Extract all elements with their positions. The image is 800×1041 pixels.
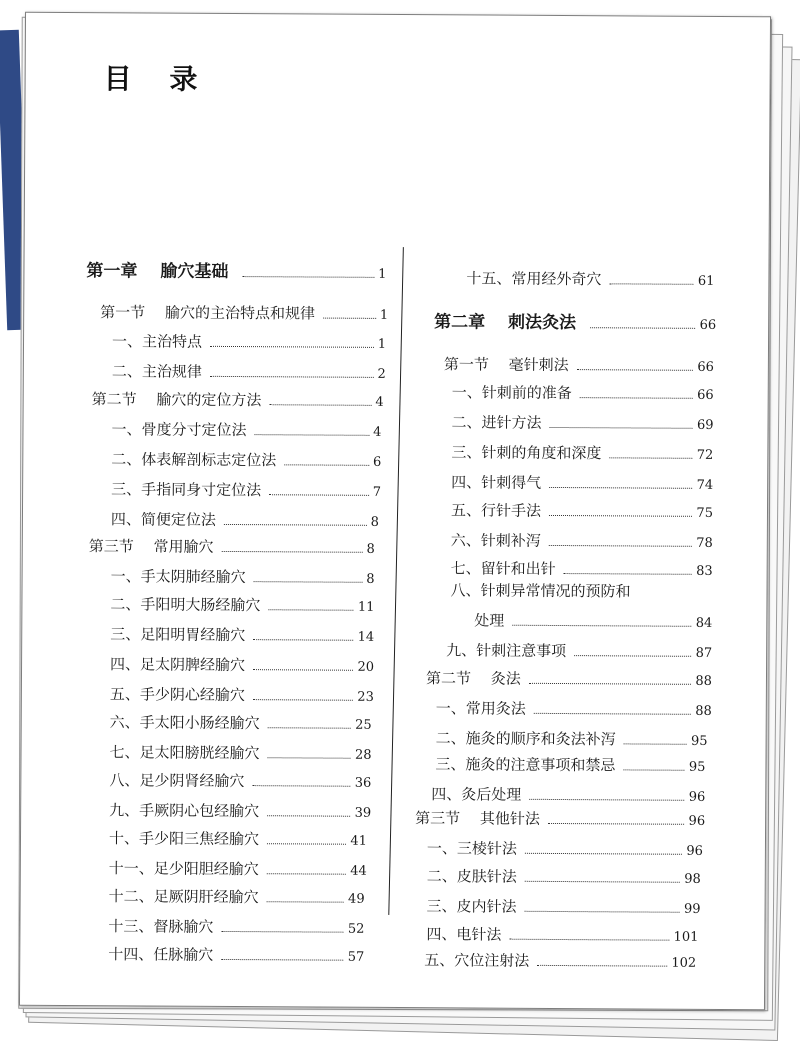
toc-item-entry (109, 827, 367, 850)
toc-entry-label: 十五、常用经外奇穴 (466, 269, 602, 289)
toc-item-entry (110, 683, 374, 706)
toc-entry-label: 九、手厥阴心包经腧穴 (109, 801, 260, 821)
dot-leader (529, 799, 684, 801)
dot-leader (509, 939, 669, 941)
toc-item-entry (451, 499, 713, 522)
toc-entry-label: 八、足少阴肾经腧穴 (109, 771, 245, 791)
toc-right-column (415, 245, 717, 971)
toc-item-entry (451, 471, 713, 494)
toc-item-entry (112, 330, 386, 353)
toc-item-entry (110, 623, 374, 646)
toc-entry-label: 第一节 腧穴的主治特点和规律 (100, 303, 316, 323)
toc-entry-page-number: 61 (697, 273, 715, 289)
toc-entry-label: 四、灸后处理 (431, 785, 522, 804)
toc-entry-page-number: 87 (695, 645, 713, 661)
dot-leader (210, 346, 374, 348)
dot-leader (525, 853, 682, 855)
toc-item-entry (111, 418, 381, 441)
toc-entry-page-number: 1 (377, 336, 387, 352)
toc-entry-page-number: 25 (355, 717, 372, 733)
dot-leader (548, 823, 685, 825)
dot-leader (580, 397, 693, 399)
toc-entry-label: 八、针刺异常情况的预防和 (450, 581, 631, 601)
toc-entry-page-number: 96 (688, 789, 706, 805)
toc-item-entry (111, 478, 381, 501)
toc-entry-page-number: 8 (370, 514, 379, 530)
toc-entry-page-number: 66 (697, 387, 714, 403)
toc-entry-label: 七、足太阳膀胱经腧穴 (109, 743, 260, 763)
toc-entry-label: 三、针刺的角度和深度 (451, 443, 602, 463)
dot-leader (242, 276, 374, 278)
dot-leader (269, 404, 371, 406)
dot-leader (590, 327, 696, 329)
toc-entry-label: 三、手指同身寸定位法 (111, 480, 262, 500)
toc-section-entry (89, 535, 375, 558)
toc-entry-page-number: 36 (354, 775, 372, 791)
toc-entry-label: 第二章 刺法灸法 (434, 312, 577, 334)
toc-entry-page-number: 66 (697, 359, 714, 375)
toc-entry-page-number: 52 (347, 921, 365, 937)
toc-entry-label: 一、三棱针法 (426, 839, 518, 858)
toc-entry-page-number: 8 (366, 571, 375, 587)
dot-leader (253, 699, 353, 701)
toc-entry-page-number: 99 (683, 901, 701, 917)
dot-leader (224, 524, 367, 526)
toc-entry-label: 二、皮肤针法 (426, 867, 517, 886)
dot-leader (269, 494, 369, 496)
toc-item-entry (431, 783, 705, 806)
toc-entry-page-number: 41 (350, 833, 368, 849)
toc-entry-page-number: 57 (347, 949, 365, 965)
toc-entry-page-number: 96 (688, 813, 706, 829)
dot-leader (609, 457, 692, 459)
toc-entry-page-number: 66 (699, 317, 717, 333)
toc-entry-label: 第三节 其他针法 (415, 809, 540, 828)
dot-leader (525, 911, 680, 913)
toc-item-entry (109, 857, 367, 880)
toc-entry-label: 四、电针法 (426, 925, 502, 944)
toc-section-entry (415, 807, 705, 830)
toc-entry-page-number: 7 (372, 484, 382, 500)
toc-entry-page-number: 28 (354, 747, 372, 763)
toc-item-entry (110, 653, 374, 676)
dot-leader (268, 727, 351, 729)
toc-section-entry (426, 667, 712, 690)
dot-leader (550, 427, 693, 429)
toc-entry-page-number: 1 (378, 266, 387, 282)
dot-leader (525, 881, 680, 883)
toc-entry-page-number: 95 (691, 733, 708, 749)
toc-item-entry (427, 837, 703, 860)
dot-leader (549, 487, 692, 489)
toc-item-entry (108, 943, 364, 966)
dot-leader (221, 931, 343, 933)
toc-section-entry (92, 388, 384, 411)
toc-entry-page-number: 44 (350, 863, 367, 879)
toc-entry-page-number: 84 (695, 615, 713, 631)
toc-entry-label: 一、骨度分寸定位法 (111, 420, 247, 440)
dot-leader (267, 843, 346, 844)
toc-entry-label: 三、施灸的注意事项和禁忌 (435, 755, 616, 775)
dot-leader (534, 713, 691, 715)
toc-entry-label: 十三、督脉腧穴 (108, 917, 214, 936)
dot-leader (221, 959, 343, 961)
toc-item-entry (446, 639, 712, 662)
toc-entry-label: 一、主治特点 (111, 332, 203, 351)
toc-entry-label: 十二、足厥阴肝经腧穴 (108, 887, 259, 907)
toc-item-entry (111, 508, 379, 531)
toc-entry-label: 十、手少阳三焦经腧穴 (108, 829, 260, 849)
toc-entry-page-number: 11 (357, 599, 375, 615)
toc-entry-label: 五、行针手法 (450, 501, 542, 520)
toc-entry-label: 四、简便定位法 (110, 510, 217, 529)
toc-entry-label: 一、针刺前的准备 (451, 383, 572, 403)
page-title: 目 录 (103, 62, 212, 96)
dot-leader (623, 769, 684, 770)
dot-leader (577, 369, 694, 371)
toc-entry-page-number: 69 (696, 417, 714, 433)
column-divider (388, 247, 404, 915)
toc-item-entry (451, 441, 713, 464)
toc-entry-page-number: 83 (696, 563, 713, 579)
toc-entry-label: 第二节 腧穴的定位方法 (91, 390, 262, 410)
toc-entry-page-number: 102 (671, 955, 697, 971)
toc-entry-label: 处理 (474, 611, 505, 630)
dot-leader (253, 669, 353, 671)
toc-entry-page-number: 96 (686, 843, 703, 859)
toc-item-entry (109, 741, 371, 764)
toc-item-entry (110, 711, 372, 734)
toc-entry-label: 第一章 腧穴基础 (86, 261, 229, 282)
dot-leader (574, 655, 691, 657)
toc-left-column (86, 243, 389, 965)
toc-entry-page-number: 74 (696, 477, 714, 493)
dot-leader (537, 965, 667, 967)
toc-entry-label: 十一、足少阳胆经腧穴 (108, 859, 259, 879)
toc-item-entry (435, 753, 705, 776)
toc-section-entry (100, 301, 388, 324)
dot-leader (549, 515, 692, 517)
toc-item-entry (110, 593, 374, 616)
toc-entry-page-number: 75 (696, 505, 714, 521)
toc-chapter-entry (86, 256, 386, 283)
toc-entry-page-number: 1 (379, 307, 389, 323)
toc-entry-page-number: 4 (375, 394, 384, 410)
toc-entry-page-number: 95 (688, 759, 706, 775)
toc-item-entry (111, 448, 381, 471)
toc-entry-page-number: 49 (348, 891, 365, 907)
toc-entry-label: 第一节 毫针刺法 (443, 355, 569, 375)
toc-entry-page-number: 98 (684, 871, 701, 887)
toc-entry-label: 一、手太阴肺经腧穴 (110, 567, 246, 587)
toc-item-entry (474, 609, 712, 631)
toc-item-entry (451, 557, 713, 580)
toc-item-entry (424, 949, 696, 972)
dot-leader (253, 639, 353, 641)
toc-entry-label: 四、足太阴脾经腧穴 (110, 655, 246, 675)
toc-entry-label: 五、手少阴心经腧穴 (109, 685, 245, 705)
dot-leader (267, 815, 350, 817)
toc-entry-page-number: 23 (357, 689, 374, 705)
toc-entry-label: 二、主治规律 (111, 362, 202, 381)
toc-item-entry (427, 895, 701, 918)
dot-leader (549, 545, 692, 547)
toc-entry-label: 十四、任脉腧穴 (108, 945, 214, 964)
dot-leader (252, 785, 350, 787)
toc-item-entry (436, 697, 712, 720)
toc-item-entry (427, 865, 701, 888)
dot-leader (284, 464, 369, 466)
toc-item-entry (452, 381, 714, 404)
dot-leader (512, 625, 691, 627)
toc-entry-label: 六、手太阳小肠经腧穴 (109, 713, 260, 733)
toc-entry-page-number: 78 (696, 535, 713, 551)
toc-item-entry (466, 267, 714, 290)
toc-entry-label: 九、针刺注意事项 (446, 641, 567, 661)
dot-leader (529, 683, 692, 685)
dot-leader (254, 581, 363, 583)
dot-leader (564, 573, 692, 575)
toc-entry-label: 六、针刺补泻 (450, 531, 541, 550)
toc-entry-label: 五、穴位注射法 (424, 951, 530, 970)
toc-entry-page-number: 14 (357, 629, 375, 645)
toc-entry-page-number: 39 (354, 805, 372, 821)
toc-item-entry (451, 411, 713, 434)
toc-item-entry (109, 769, 371, 792)
toc-item-entry (112, 360, 386, 383)
toc-entry-page-number: 2 (377, 366, 386, 382)
dot-leader (624, 743, 687, 744)
toc-chapter-entry (434, 307, 716, 334)
dot-leader (267, 873, 346, 874)
dot-leader (268, 757, 351, 759)
toc-entry-page-number: 6 (372, 454, 382, 470)
dot-leader (323, 318, 376, 319)
toc-entry-label: 七、留针和出针 (450, 559, 556, 578)
toc-item-entry (451, 529, 713, 552)
dot-leader (267, 901, 344, 902)
toc-entry-label: 三、皮内针法 (426, 897, 517, 916)
toc-entry-label: 二、手阳明大肠经腧穴 (110, 595, 261, 615)
toc-entry-page-number: 72 (696, 447, 714, 463)
toc-entry-page-number: 88 (695, 703, 712, 719)
toc-entry-page-number: 8 (366, 541, 375, 557)
dot-leader (609, 283, 693, 285)
toc-entry-page-number: 101 (673, 929, 699, 945)
toc-item-entry (426, 923, 698, 946)
toc-item-entry (436, 727, 708, 750)
dot-leader (254, 434, 369, 436)
toc-entry-label: 四、针刺得气 (451, 473, 542, 492)
toc-item-entry (109, 885, 365, 908)
dot-leader (268, 609, 353, 611)
toc-section-entry (444, 353, 714, 376)
toc-entry-label: 二、施灸的顺序和灸法补泻 (435, 729, 616, 749)
toc-entry-label: 第二节 灸法 (425, 669, 521, 688)
toc-entry-label: 一、常用灸法 (435, 699, 526, 718)
toc-entry-page-number: 20 (357, 659, 375, 675)
toc-entry-label: 第三节 常用腧穴 (88, 537, 214, 556)
toc-entry-page-number: 4 (373, 424, 382, 440)
toc-item-entry (109, 799, 371, 822)
toc-entry-label: 二、进针方法 (451, 413, 542, 432)
toc-entry-label: 二、体表解剖标志定位法 (111, 450, 277, 470)
toc-item-entry (108, 915, 364, 938)
toc-page (19, 12, 771, 1011)
toc-entry-label: 三、足阳明胃经腧穴 (110, 625, 246, 645)
toc-item-entry (111, 565, 375, 588)
toc-cont-entry (450, 579, 662, 601)
dot-leader (222, 551, 363, 553)
toc-entry-page-number: 88 (695, 673, 713, 689)
dot-leader (210, 376, 374, 378)
